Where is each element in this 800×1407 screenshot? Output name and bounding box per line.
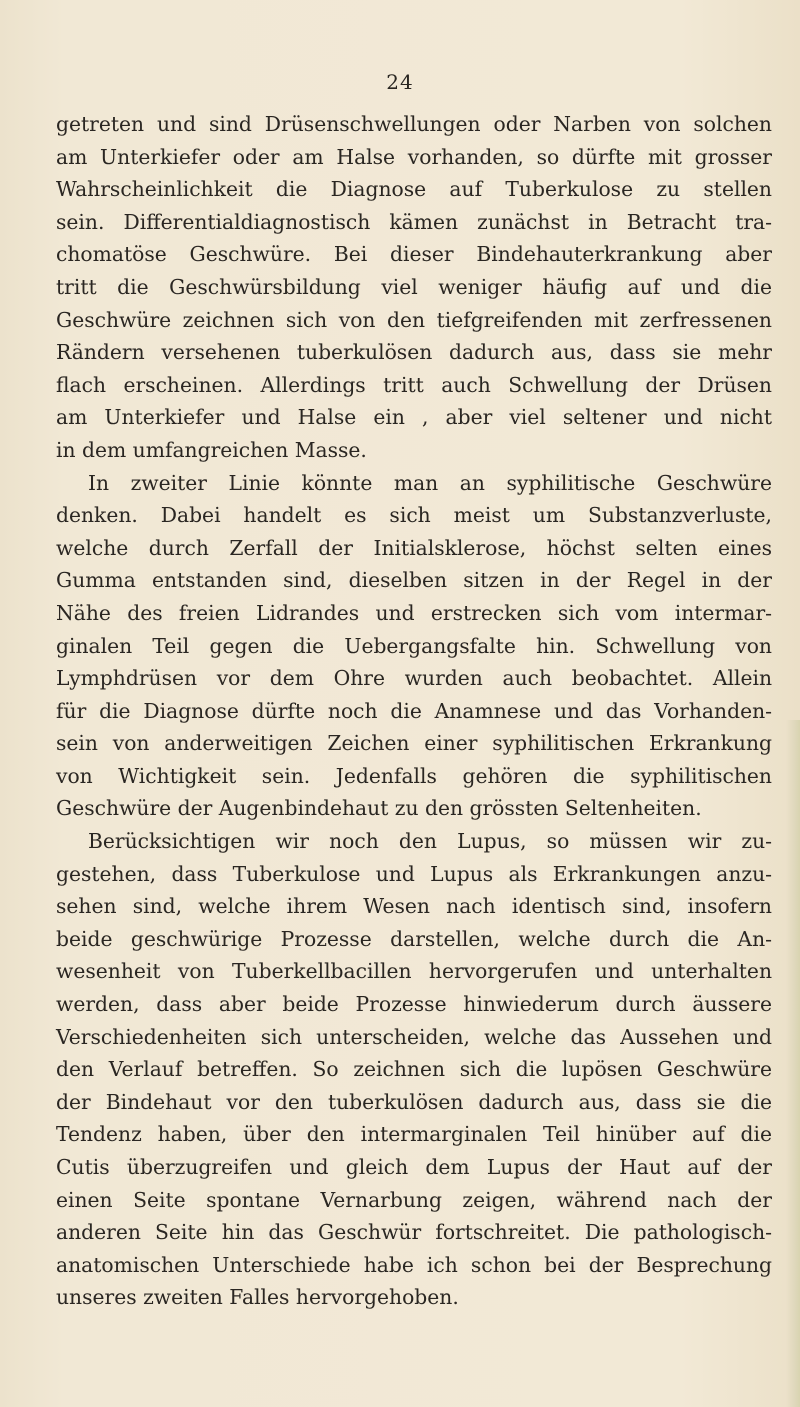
text-line: Wahrscheinlichkeit die Diagnose auf Tuberkulose zu stellen bbox=[56, 177, 772, 202]
text-line: Verschiedenheiten sich unterscheiden, welche das Aussehen und bbox=[56, 1024, 772, 1049]
page-edge-shadow bbox=[786, 720, 800, 1407]
text-line: sein. Differentialdiagnostisch kämen zunächst in Betracht tra- bbox=[56, 209, 772, 234]
text-line: am Unterkiefer und Halse ein , aber viel seltener und nicht bbox=[56, 405, 772, 430]
text-line: welche durch Zerfall der Initialsklerose, höchst selten eines bbox=[56, 535, 772, 560]
text-line: chomatöse Geschwüre. Bei dieser Bindehauterkrankung aber bbox=[56, 242, 772, 267]
text-line: ginalen Teil gegen die Uebergangsfalte hin. Schwellung von bbox=[56, 633, 772, 658]
text-line: Rändern versehenen tuberkulösen dadurch aus, dass sie mehr bbox=[56, 340, 772, 365]
text-line: einen Seite spontane Vernarbung zeigen, während nach der bbox=[56, 1187, 772, 1212]
text-line: flach erscheinen. Allerdings tritt auch Schwellung der Drüsen bbox=[56, 372, 772, 397]
text-line: Lymphdrüsen vor dem Ohre wurden auch beobachtet. Allein bbox=[56, 666, 772, 691]
text-line: in dem umfangreichen Masse. bbox=[56, 437, 367, 462]
text-line: In zweiter Linie könnte man an syphilitische Geschwüre bbox=[88, 470, 772, 495]
text-line: anderen Seite hin das Geschwür fortschreitet. Die pathologisch- bbox=[56, 1220, 772, 1245]
text-line: für die Diagnose dürfte noch die Anamnese und das Vorhanden- bbox=[56, 698, 772, 723]
text-line: werden, dass aber beide Prozesse hinwiederum durch äussere bbox=[56, 992, 772, 1017]
text-line: sehen sind, welche ihrem Wesen nach identisch sind, insofern bbox=[56, 894, 772, 919]
text-line: tritt die Geschwürsbildung viel weniger häufig auf und die bbox=[56, 274, 772, 299]
text-line: Berücksichtigen wir noch den Lupus, so müssen wir zu- bbox=[88, 829, 772, 854]
body-text bbox=[56, 108, 772, 1314]
text-line: unseres zweiten Falles hervorgehoben. bbox=[56, 1285, 459, 1310]
text-line: Cutis überzugreifen und gleich dem Lupus der Haut auf der bbox=[56, 1155, 772, 1179]
text-line: am Unterkiefer oder am Halse vorhanden, so dürfte mit grosser bbox=[56, 144, 772, 169]
page-number: 24 bbox=[386, 70, 414, 94]
text-line: Gumma entstanden sind, dieselben sitzen in der Regel in der bbox=[56, 568, 772, 593]
text-line: sein von anderweitigen Zeichen einer syphilitischen Erkrankung bbox=[56, 731, 772, 756]
text-line: wesenheit von Tuberkellbacillen hervorgerufen und unterhalten bbox=[56, 959, 772, 984]
text-line: Tendenz haben, über den intermarginalen Teil hinüber auf die bbox=[56, 1122, 772, 1147]
text-line: denken. Dabei handelt es sich meist um Substanzverluste, bbox=[56, 503, 772, 528]
text-line: von Wichtigkeit sein. Jedenfalls gehören die syphilitischen bbox=[56, 763, 772, 788]
text-line: Geschwüre zeichnen sich von den tiefgreifenden mit zerfressenen bbox=[56, 307, 772, 332]
text-line: anatomischen Unterschiede habe ich schon bei der Besprechung bbox=[56, 1252, 772, 1277]
text-line: Nähe des freien Lidrandes und erstrecken sich vom intermar- bbox=[56, 600, 772, 625]
text-line: der Bindehaut vor den tuberkulösen dadurch aus, dass sie die bbox=[56, 1089, 772, 1114]
text-line: den Verlauf betreffen. So zeichnen sich die lupösen Geschwüre bbox=[56, 1057, 772, 1082]
text-line: Geschwüre der Augenbindehaut zu den grössten Seltenheiten. bbox=[56, 796, 702, 821]
text-line: gestehen, dass Tuberkulose und Lupus als Erkrankungen anzu- bbox=[56, 861, 772, 886]
text-line: getreten und sind Drüsenschwellungen oder Narben von solchen bbox=[56, 112, 772, 136]
text-line: beide geschwürige Prozesse darstellen, welche durch die An- bbox=[56, 926, 772, 951]
